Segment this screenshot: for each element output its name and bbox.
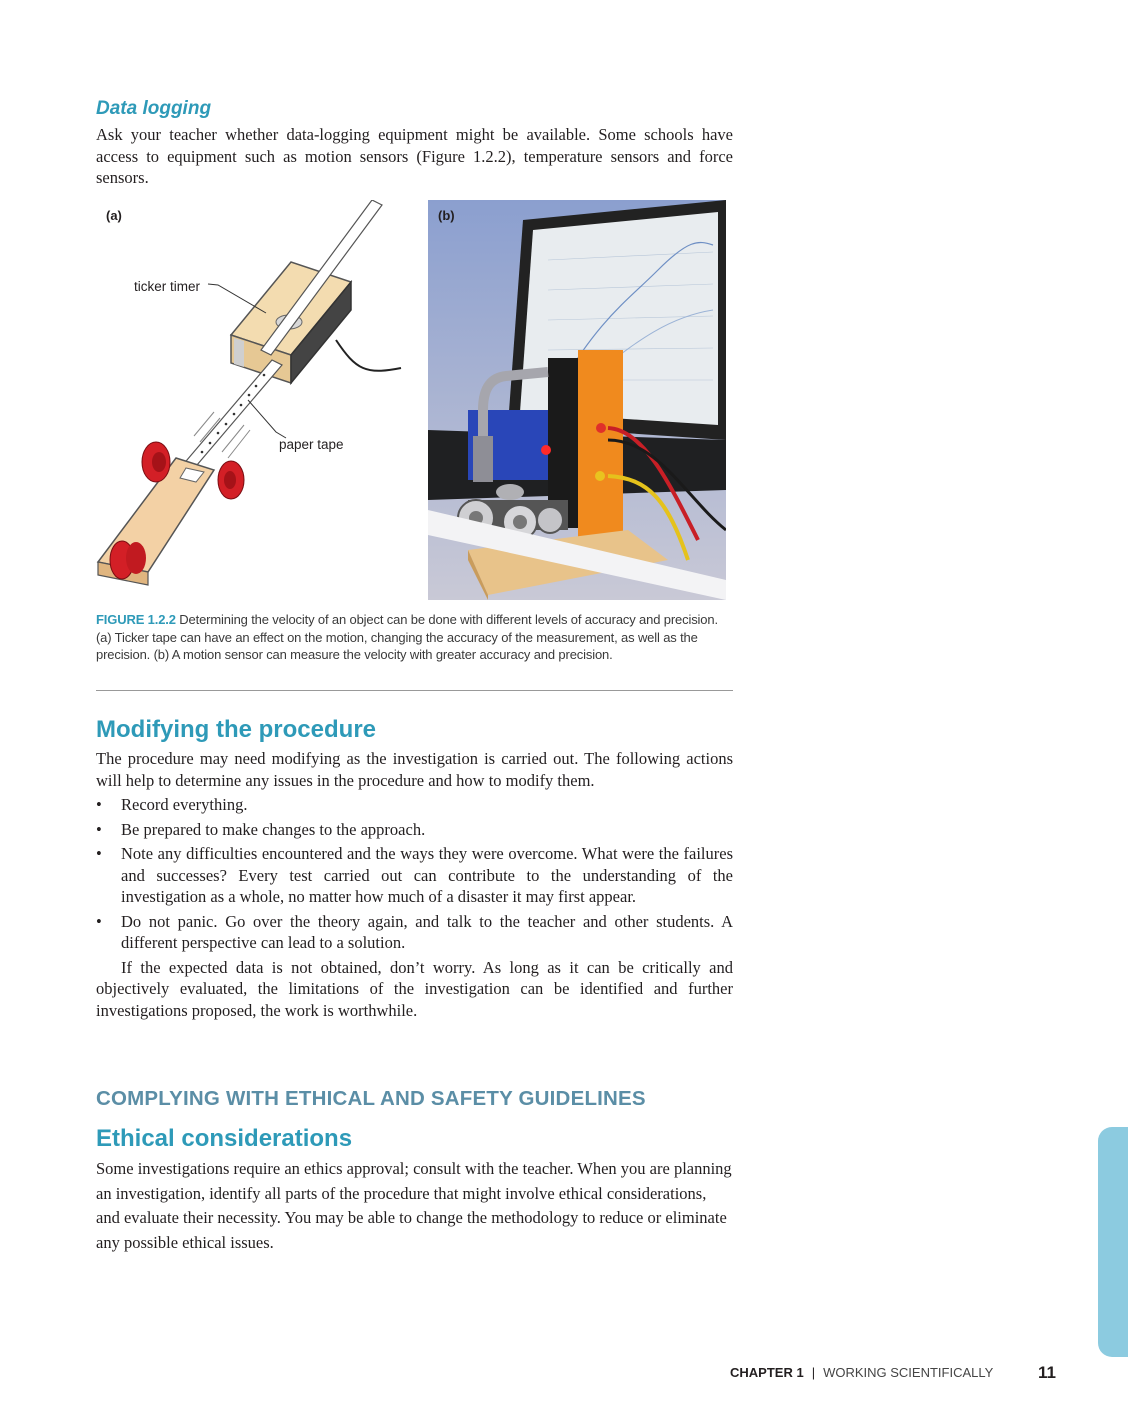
ethical-paragraph: Some investigations require an ethics approval; consult with the teacher. When you are planning an investigation, identify all parts of the procedure that might involve ethical considerations, and evaluate their necessity. You may be able to change the methodology to reduce or eliminate any possible ethical issues. <box>96 1159 732 1252</box>
chapter-side-tab <box>1098 1127 1128 1357</box>
data-logging-paragraph: Ask your teacher whether data-logging equipment might be available. Some schools have access to equipment such as motion sensors (Figure 1.2.2), temperature sensors and force sensors. <box>96 125 733 187</box>
figure-caption-text: Determining the velocity of an object can be done with different levels of accuracy and precision. (a) Ticker tape can have an effect on the motion, changing the accuracy of the measurement, as well as the precision. (b) A motion sensor can measure the velocity with greater accuracy and precision. <box>96 612 718 662</box>
page-number: 11 <box>1038 1363 1056 1382</box>
paper-tape-label: paper tape <box>279 437 344 452</box>
figure-caption <box>96 611 733 664</box>
panel-b-label: (b) <box>438 208 455 223</box>
figure-panel-b <box>428 200 726 600</box>
list-item: • Record everything. <box>96 794 733 816</box>
data-logging-section <box>96 98 733 189</box>
modifying-closing: If the expected data is not obtained, don’t worry. As long as it can be critically and objectively evaluated, the limitations of the investigation can be identified and further investigations proposed, the work is worthwhile. <box>96 957 733 1020</box>
complying-heading: COMPLYING WITH ETHICAL AND SAFETY GUIDELINES <box>96 1087 646 1110</box>
panel-a-label: (a) <box>106 208 122 223</box>
motion-sensor-photo <box>428 200 726 600</box>
ticker-timer-label: ticker timer <box>134 279 201 294</box>
data-logging-heading: Data logging <box>96 98 212 119</box>
modifying-intro: The procedure may need modifying as the investigation is carried out. The following actions will help to determine any issues in the procedure and how to modify them. <box>96 749 733 790</box>
complying-section <box>96 1087 733 1111</box>
footer-separator: | <box>811 1365 816 1380</box>
modifying-list <box>96 794 733 954</box>
ethical-section <box>96 1125 733 1255</box>
list-item: • Do not panic. Go over the theory again, and talk to the teacher and other students. A different perspective can lead to a solution. <box>96 911 733 954</box>
list-item: • Be prepared to make changes to the approach. <box>96 819 733 841</box>
footer-title: WORKING SCIENTIFICALLY <box>823 1365 994 1380</box>
ticker-timer-illustration <box>96 200 416 600</box>
list-item: • Note any difficulties encountered and the ways they were overcome. What were the failures and successes? Every test carried out can contribute to the understanding of the investigation as a whole, no matter how much of a disaster it may first appear. <box>96 843 733 908</box>
figure-panel-a <box>96 200 416 600</box>
caption-divider <box>96 690 733 691</box>
footer-chapter: CHAPTER 1 <box>730 1365 804 1380</box>
figure-caption-label: FIGURE 1.2.2 <box>96 612 176 627</box>
modifying-section <box>96 716 733 1021</box>
ethical-heading: Ethical considerations <box>96 1125 353 1152</box>
page-footer <box>730 1365 993 1380</box>
modifying-heading: Modifying the procedure <box>96 716 377 743</box>
